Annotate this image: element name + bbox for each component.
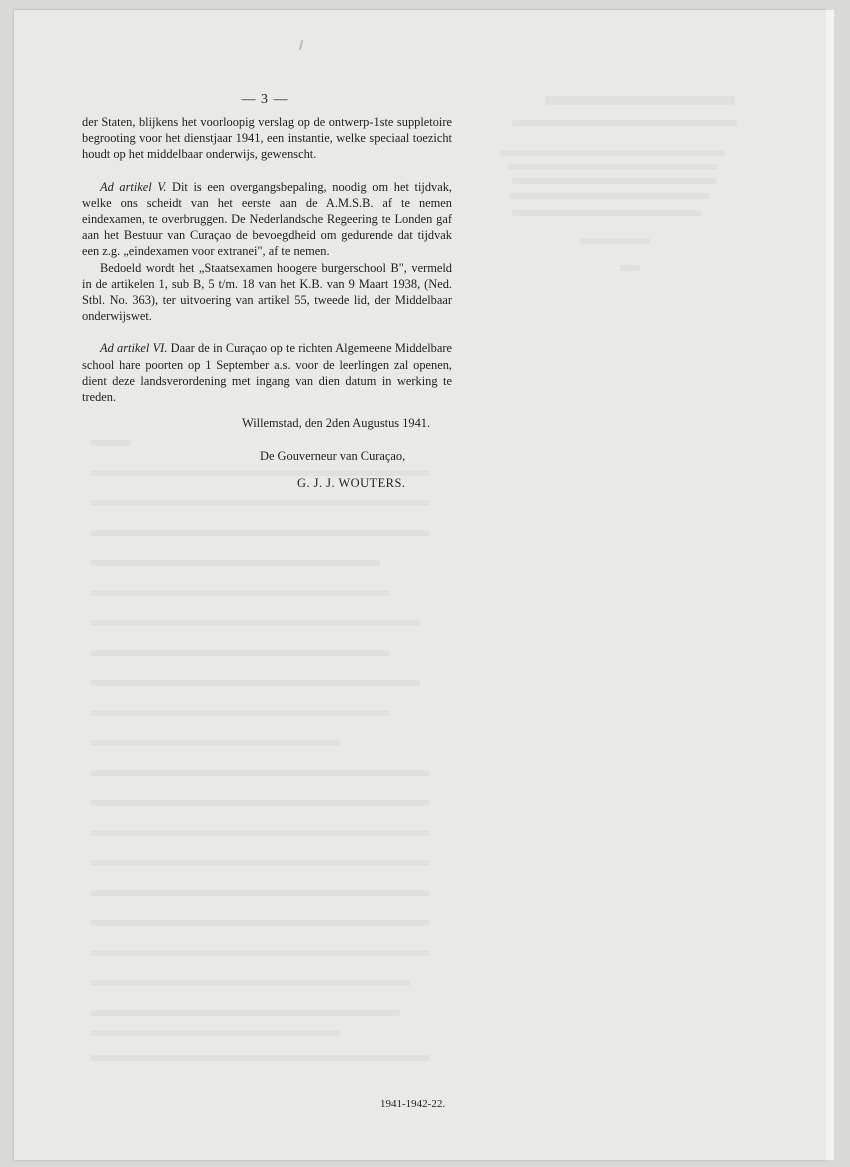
paragraph-staten: der Staten, blijkens het voorloopig verslag op de ontwerp-1ste suppletoire begrooting voor het dienstjaar 1941, een instantie, welke speciaal toezicht houdt op het middelbaar onderwijs, gewenscht. bbox=[82, 115, 452, 162]
footer-code: 1941-1942-22. bbox=[380, 1098, 446, 1110]
article-5-heading: Ad artikel V. bbox=[100, 179, 167, 194]
place-date: Willemstad, den 2den Augustus 1941. bbox=[242, 416, 431, 430]
paragraph-article-5 bbox=[82, 179, 452, 260]
paragraph-article-6 bbox=[82, 340, 452, 405]
page-number: — 3 — bbox=[241, 92, 289, 107]
body-text bbox=[82, 114, 452, 405]
paragraph-staatsexamen: Bedoeld wordt het „Staatsexamen hoogere burgerschool B", vermeld in de artikelen 1, sub B, 5 t/m. 18 van het K.B. van 9 Maart 1938, (Ned. Stbl. No. 363), ter uitvoering van artikel 55, tweede lid, der Middelbaar onderwijswet. bbox=[82, 260, 452, 324]
article-6-heading: Ad artikel VI. bbox=[100, 341, 168, 356]
page-edge bbox=[826, 10, 834, 1160]
article-5-text: Dit is een overgangsbepaling, noodig om het tijdvak, welke ons scheidt van het eerste aan de A.M.S.B. af te nemen eindexamen, te overbruggen. De Nederlandsche Regeering te Londen gaf aan het Bestuur van Curaçao de bevoegdheid om gedurende dat tijdvak een z.g. „eindexamen voor extranei", af te nemen. bbox=[82, 179, 453, 259]
governor-title: De Gouverneur van Curaçao, bbox=[260, 449, 406, 463]
article-6-text: Daar de in Curaçao op te richten Algemeene Middelbare school hare poorten op 1 September a.s. voor de leerlingen zal openen, dient deze landsverordening met ingang van dien datum in werking te treden. bbox=[82, 341, 452, 405]
governor-name: G. J. J. WOUTERS. bbox=[297, 476, 406, 490]
